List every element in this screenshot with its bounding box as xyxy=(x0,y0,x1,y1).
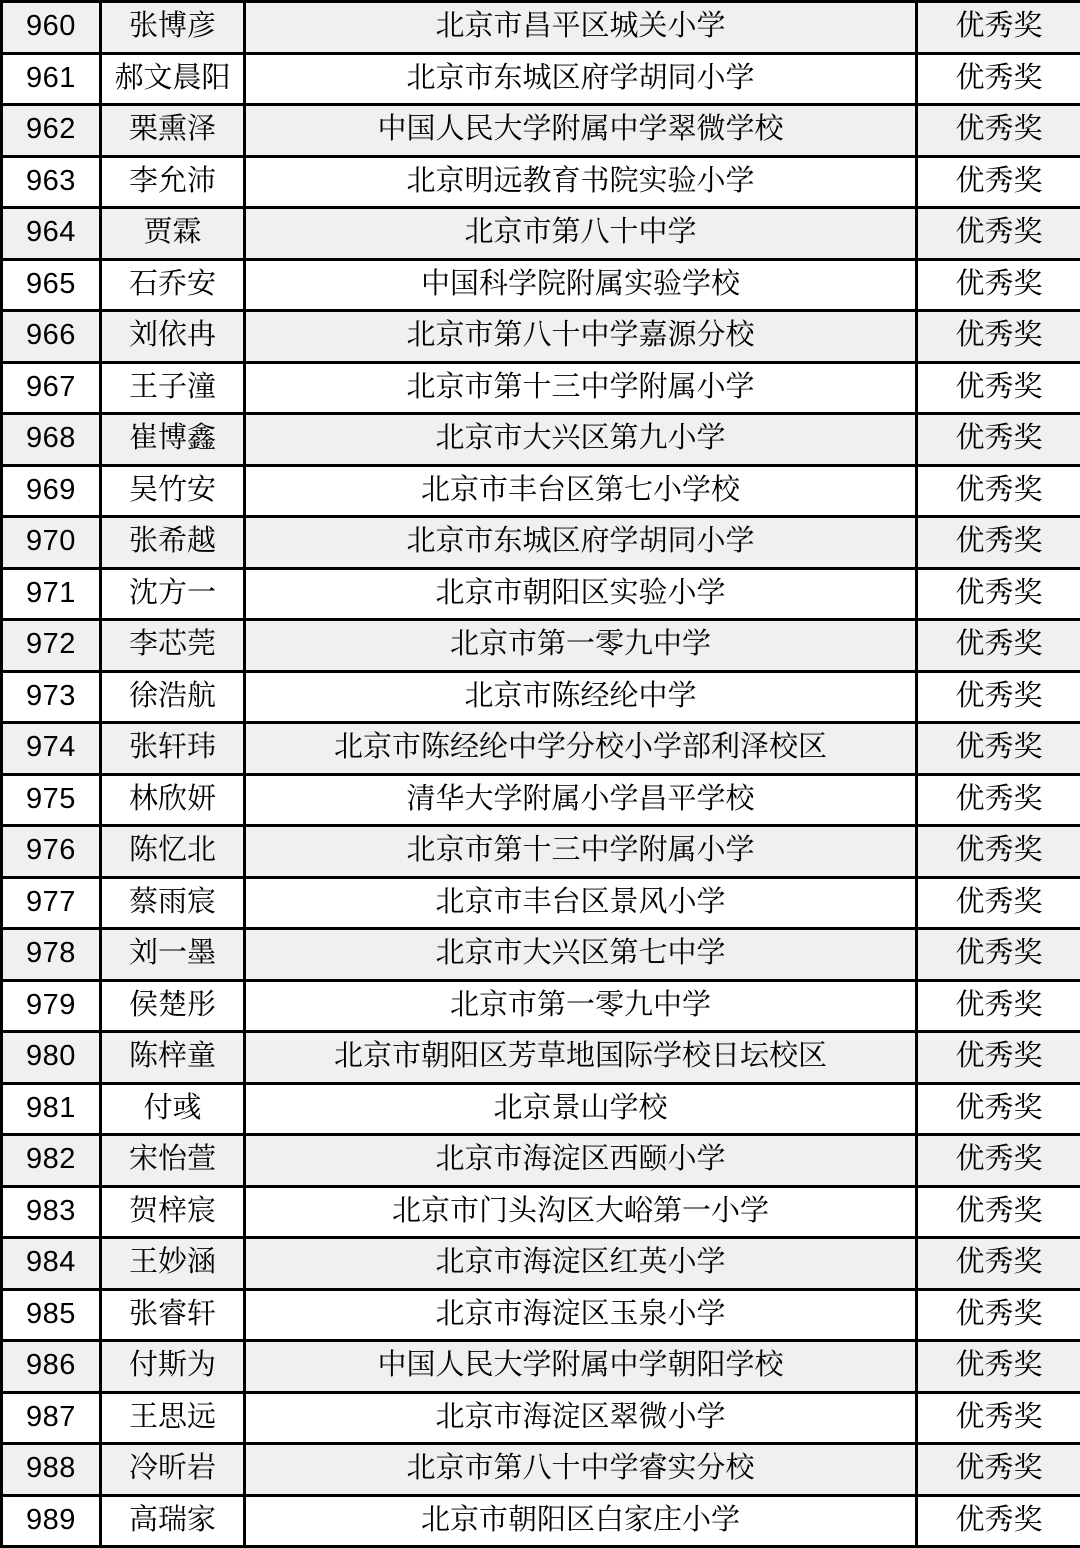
award-cell: 优秀奖 xyxy=(917,568,1080,620)
school-cell: 北京市大兴区第七中学 xyxy=(245,929,917,981)
award-cell: 优秀奖 xyxy=(917,311,1080,363)
name-cell: 李允沛 xyxy=(101,156,245,208)
school-cell: 北京市朝阳区芳草地国际学校日坛校区 xyxy=(245,1032,917,1084)
rank-cell: 968 xyxy=(2,414,101,466)
rank-cell: 971 xyxy=(2,568,101,620)
school-cell: 北京明远教育书院实验小学 xyxy=(245,156,917,208)
award-cell: 优秀奖 xyxy=(917,980,1080,1032)
table-row xyxy=(2,465,1080,517)
school-cell: 北京市昌平区城关小学 xyxy=(245,2,917,54)
award-cell: 优秀奖 xyxy=(917,1341,1080,1393)
rank-cell: 972 xyxy=(2,620,101,672)
rank-cell: 976 xyxy=(2,826,101,878)
award-cell: 优秀奖 xyxy=(917,826,1080,878)
table-row xyxy=(2,414,1080,466)
rank-cell: 978 xyxy=(2,929,101,981)
table-row xyxy=(2,877,1080,929)
award-cell: 优秀奖 xyxy=(917,208,1080,260)
table-row xyxy=(2,568,1080,620)
award-cell: 优秀奖 xyxy=(917,1135,1080,1187)
table-row xyxy=(2,1238,1080,1290)
school-cell: 中国科学院附属实验学校 xyxy=(245,259,917,311)
rank-cell: 969 xyxy=(2,465,101,517)
school-cell: 北京市第八十中学嘉源分校 xyxy=(245,311,917,363)
rank-cell: 965 xyxy=(2,259,101,311)
school-cell: 北京市大兴区第九小学 xyxy=(245,414,917,466)
table-row xyxy=(2,259,1080,311)
table-row xyxy=(2,156,1080,208)
rank-cell: 985 xyxy=(2,1289,101,1341)
table-row xyxy=(2,1186,1080,1238)
name-cell: 沈方一 xyxy=(101,568,245,620)
name-cell: 冷昕岩 xyxy=(101,1444,245,1496)
school-cell: 北京市陈经纶中学 xyxy=(245,671,917,723)
award-cell: 优秀奖 xyxy=(917,1083,1080,1135)
name-cell: 林欣妍 xyxy=(101,774,245,826)
name-cell: 郝文晨阳 xyxy=(101,53,245,105)
rank-cell: 961 xyxy=(2,53,101,105)
rank-cell: 980 xyxy=(2,1032,101,1084)
table-row xyxy=(2,671,1080,723)
award-cell: 优秀奖 xyxy=(917,1032,1080,1084)
school-cell: 北京市东城区府学胡同小学 xyxy=(245,53,917,105)
name-cell: 张睿轩 xyxy=(101,1289,245,1341)
award-cell: 优秀奖 xyxy=(917,1238,1080,1290)
name-cell: 李芯莞 xyxy=(101,620,245,672)
rank-cell: 979 xyxy=(2,980,101,1032)
name-cell: 陈忆北 xyxy=(101,826,245,878)
rank-cell: 981 xyxy=(2,1083,101,1135)
award-cell: 优秀奖 xyxy=(917,156,1080,208)
school-cell: 北京市丰台区景风小学 xyxy=(245,877,917,929)
table-row xyxy=(2,208,1080,260)
name-cell: 吴竹安 xyxy=(101,465,245,517)
name-cell: 张轩玮 xyxy=(101,723,245,775)
rank-cell: 986 xyxy=(2,1341,101,1393)
name-cell: 徐浩航 xyxy=(101,671,245,723)
rank-cell: 989 xyxy=(2,1495,101,1547)
award-table-body xyxy=(2,2,1080,1547)
table-row xyxy=(2,826,1080,878)
award-cell: 优秀奖 xyxy=(917,929,1080,981)
award-cell: 优秀奖 xyxy=(917,671,1080,723)
table-row xyxy=(2,723,1080,775)
rank-cell: 962 xyxy=(2,105,101,157)
rank-cell: 983 xyxy=(2,1186,101,1238)
rank-cell: 984 xyxy=(2,1238,101,1290)
school-cell: 北京市海淀区西颐小学 xyxy=(245,1135,917,1187)
name-cell: 刘依冉 xyxy=(101,311,245,363)
table-row xyxy=(2,1444,1080,1496)
table-row xyxy=(2,1289,1080,1341)
name-cell: 付斯为 xyxy=(101,1341,245,1393)
rank-cell: 975 xyxy=(2,774,101,826)
name-cell: 宋怡萱 xyxy=(101,1135,245,1187)
table-row xyxy=(2,929,1080,981)
school-cell: 北京市朝阳区白家庄小学 xyxy=(245,1495,917,1547)
rank-cell: 988 xyxy=(2,1444,101,1496)
name-cell: 贺梓宸 xyxy=(101,1186,245,1238)
name-cell: 贾霖 xyxy=(101,208,245,260)
table-row xyxy=(2,774,1080,826)
name-cell: 张希越 xyxy=(101,517,245,569)
rank-cell: 963 xyxy=(2,156,101,208)
table-row xyxy=(2,311,1080,363)
school-cell: 北京市第一零九中学 xyxy=(245,620,917,672)
school-cell: 北京市海淀区红英小学 xyxy=(245,1238,917,1290)
school-cell: 北京市海淀区玉泉小学 xyxy=(245,1289,917,1341)
table-row xyxy=(2,53,1080,105)
table-row xyxy=(2,2,1080,54)
award-cell: 优秀奖 xyxy=(917,414,1080,466)
award-cell: 优秀奖 xyxy=(917,723,1080,775)
table-row xyxy=(2,1083,1080,1135)
award-cell: 优秀奖 xyxy=(917,259,1080,311)
rank-cell: 974 xyxy=(2,723,101,775)
award-cell: 优秀奖 xyxy=(917,105,1080,157)
award-cell: 优秀奖 xyxy=(917,465,1080,517)
school-cell: 北京市门头沟区大峪第一小学 xyxy=(245,1186,917,1238)
rank-cell: 982 xyxy=(2,1135,101,1187)
school-cell: 北京市第八十中学 xyxy=(245,208,917,260)
school-cell: 北京市第十三中学附属小学 xyxy=(245,362,917,414)
school-cell: 清华大学附属小学昌平学校 xyxy=(245,774,917,826)
name-cell: 付彧 xyxy=(101,1083,245,1135)
name-cell: 刘一墨 xyxy=(101,929,245,981)
rank-cell: 987 xyxy=(2,1392,101,1444)
school-cell: 中国人民大学附属中学翠微学校 xyxy=(245,105,917,157)
school-cell: 北京市海淀区翠微小学 xyxy=(245,1392,917,1444)
school-cell: 北京市第八十中学睿实分校 xyxy=(245,1444,917,1496)
rank-cell: 967 xyxy=(2,362,101,414)
table-row xyxy=(2,1495,1080,1547)
table-row xyxy=(2,105,1080,157)
rank-cell: 966 xyxy=(2,311,101,363)
award-cell: 优秀奖 xyxy=(917,774,1080,826)
table-row xyxy=(2,1032,1080,1084)
rank-cell: 977 xyxy=(2,877,101,929)
table-row xyxy=(2,980,1080,1032)
school-cell: 北京市朝阳区实验小学 xyxy=(245,568,917,620)
school-cell: 北京景山学校 xyxy=(245,1083,917,1135)
school-cell: 北京市东城区府学胡同小学 xyxy=(245,517,917,569)
award-cell: 优秀奖 xyxy=(917,1495,1080,1547)
school-cell: 北京市第一零九中学 xyxy=(245,980,917,1032)
rank-cell: 970 xyxy=(2,517,101,569)
award-cell: 优秀奖 xyxy=(917,1444,1080,1496)
award-cell: 优秀奖 xyxy=(917,517,1080,569)
table-row xyxy=(2,362,1080,414)
rank-cell: 960 xyxy=(2,2,101,54)
name-cell: 陈梓童 xyxy=(101,1032,245,1084)
table-row xyxy=(2,1135,1080,1187)
award-cell: 优秀奖 xyxy=(917,1289,1080,1341)
name-cell: 王妙涵 xyxy=(101,1238,245,1290)
table-row xyxy=(2,1341,1080,1393)
school-cell: 中国人民大学附属中学朝阳学校 xyxy=(245,1341,917,1393)
award-cell: 优秀奖 xyxy=(917,53,1080,105)
table-row xyxy=(2,620,1080,672)
name-cell: 栗熏泽 xyxy=(101,105,245,157)
name-cell: 王子潼 xyxy=(101,362,245,414)
award-cell: 优秀奖 xyxy=(917,1392,1080,1444)
school-cell: 北京市第十三中学附属小学 xyxy=(245,826,917,878)
school-cell: 北京市陈经纶中学分校小学部利泽校区 xyxy=(245,723,917,775)
name-cell: 高瑞家 xyxy=(101,1495,245,1547)
rank-cell: 964 xyxy=(2,208,101,260)
award-cell: 优秀奖 xyxy=(917,362,1080,414)
name-cell: 蔡雨宸 xyxy=(101,877,245,929)
award-cell: 优秀奖 xyxy=(917,877,1080,929)
name-cell: 侯楚彤 xyxy=(101,980,245,1032)
award-cell: 优秀奖 xyxy=(917,1186,1080,1238)
name-cell: 崔博鑫 xyxy=(101,414,245,466)
school-cell: 北京市丰台区第七小学校 xyxy=(245,465,917,517)
table-row xyxy=(2,1392,1080,1444)
name-cell: 王思远 xyxy=(101,1392,245,1444)
name-cell: 石乔安 xyxy=(101,259,245,311)
award-cell: 优秀奖 xyxy=(917,2,1080,54)
name-cell: 张博彦 xyxy=(101,2,245,54)
rank-cell: 973 xyxy=(2,671,101,723)
table-row xyxy=(2,517,1080,569)
award-cell: 优秀奖 xyxy=(917,620,1080,672)
